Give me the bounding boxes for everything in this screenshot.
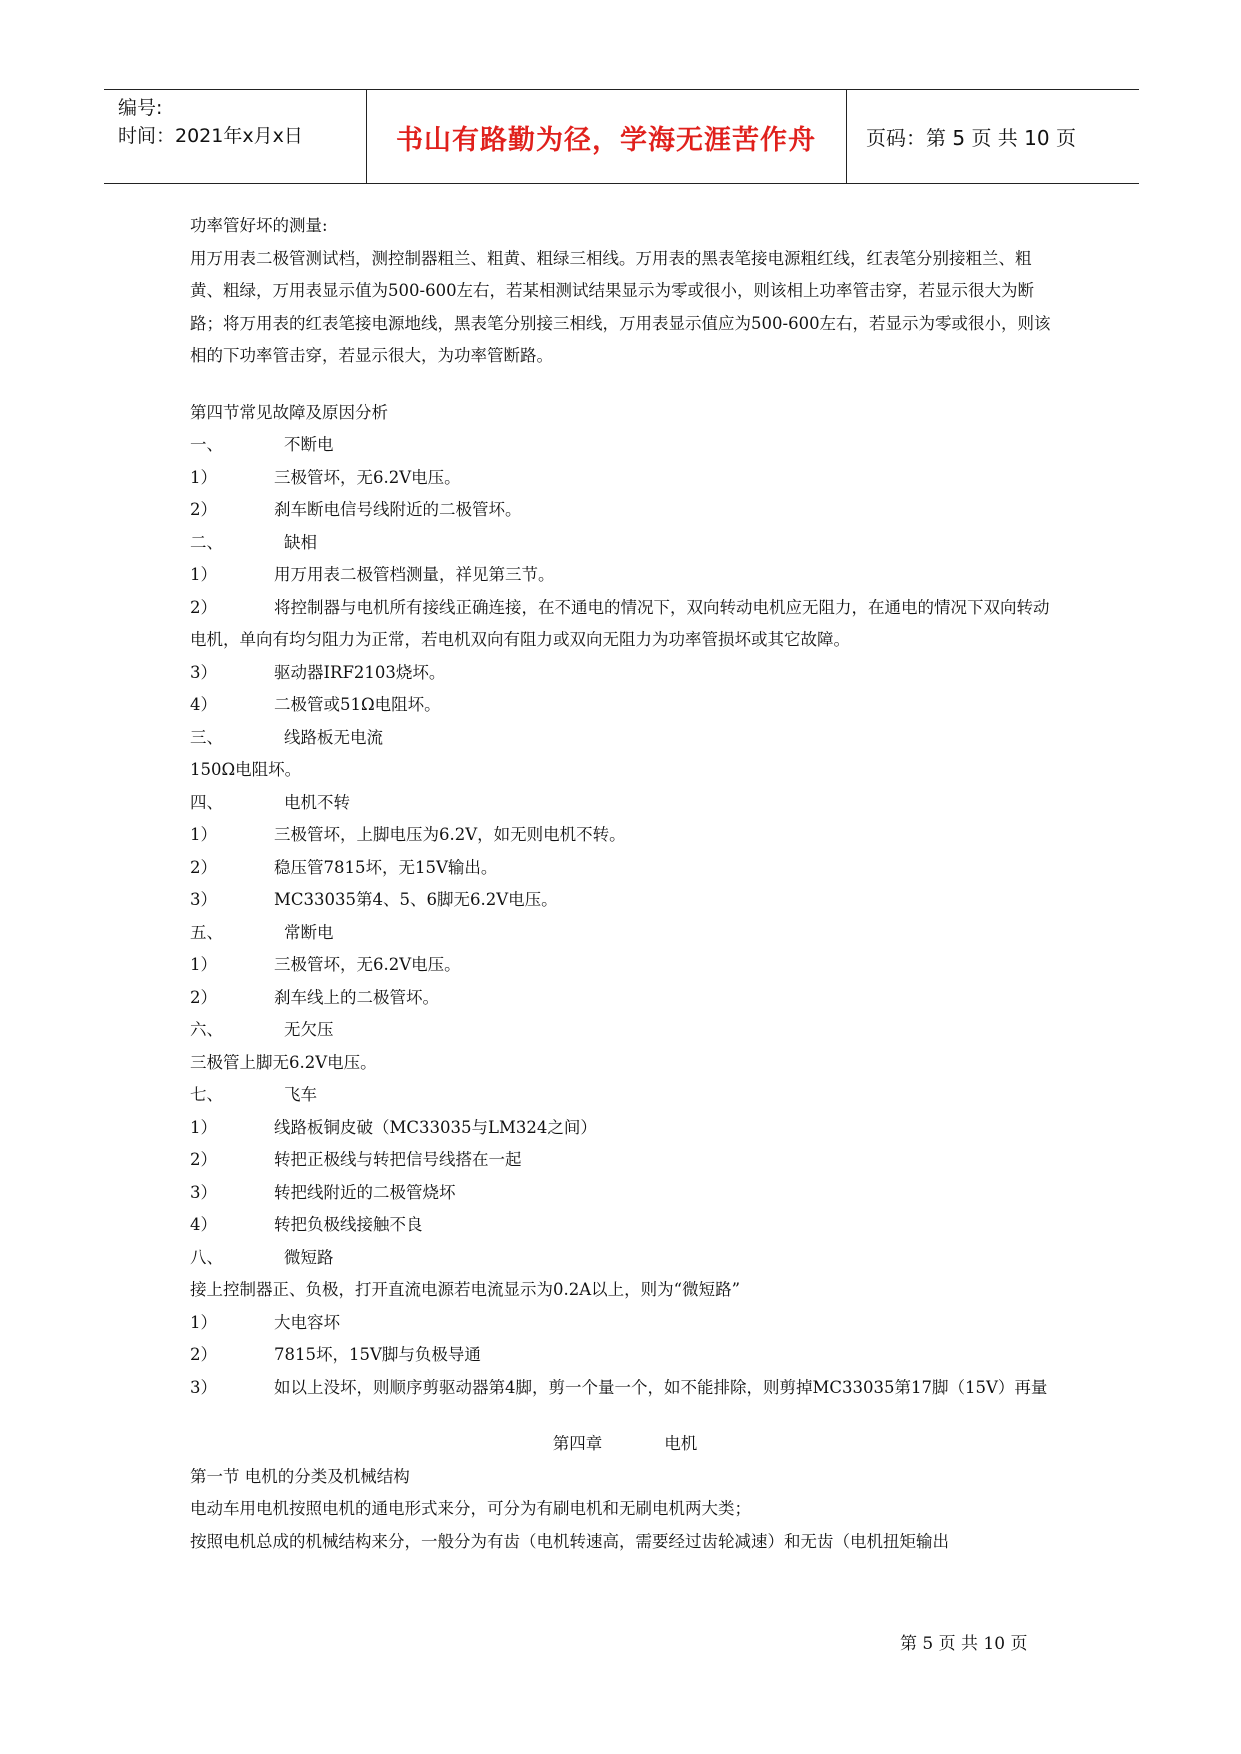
chapter-heading — [190, 1428, 1060, 1461]
fault-item-text: 驱动器IRF2103烧坏。 — [274, 662, 446, 682]
fault-item-number: 3） — [190, 1182, 217, 1202]
motor-text-2: 按照电机总成的机械结构来分，一般分为有齿（电机转速高，需要经过齿轮减速）和无齿（电机扭矩输出 — [190, 1531, 949, 1551]
fault-title: 飞车 — [284, 1085, 317, 1104]
fault-item-number: 1） — [190, 955, 217, 974]
fault-item-text: 转把正极线与转把信号线搭在一起 — [274, 1150, 522, 1169]
fault-item-number: 2） — [190, 597, 217, 617]
fault-heading — [190, 787, 1060, 820]
header-left — [118, 94, 303, 150]
page-footer: 第 5 页 共 10 页 — [900, 1634, 1028, 1654]
chapter-label: 第四章 — [552, 1434, 603, 1453]
fault-number: 五、 — [190, 922, 223, 942]
fault-number: 七、 — [190, 1085, 223, 1104]
fault-item-number: 1） — [190, 467, 217, 487]
fault-item — [190, 689, 1060, 722]
fault-item — [190, 592, 1060, 657]
fault-item-number: 1） — [190, 565, 217, 584]
fault-item-number: 3） — [190, 662, 217, 682]
fault-item-text: 线路板铜皮破（MC33035与LM324之间） — [274, 1117, 597, 1137]
fault-item — [190, 1144, 1060, 1177]
fault-item-text: 三极管坏，无6.2V电压。 — [274, 467, 461, 487]
measure-title: 功率管好坏的测量: — [190, 216, 328, 235]
fault-item-number: 1） — [190, 825, 217, 844]
fault-item-number: 1） — [190, 1117, 217, 1137]
document-body — [190, 210, 1060, 1558]
fault-item — [190, 819, 1060, 852]
serial-label: 编号: — [118, 97, 163, 119]
fault-heading — [190, 527, 1060, 560]
fault-number: 四、 — [190, 792, 223, 812]
fault-heading — [190, 1079, 1060, 1112]
fault-item-text: 7815坏，15V脚与负极导通 — [274, 1345, 481, 1364]
motor-text-1: 电动车用电机按照电机的通电形式来分，可分为有刷电机和无刷电机两大类； — [190, 1499, 751, 1518]
chapter-name: 电机 — [664, 1434, 698, 1453]
fault-item-number: 1） — [190, 1312, 217, 1332]
fault-item — [190, 949, 1060, 982]
fault-item — [190, 1177, 1060, 1210]
fault-description: 三极管上脚无6.2V电压。 — [190, 1052, 377, 1072]
fault-item-text: 将控制器与电机所有接线正确连接，在不通电的情况下，双向转动电机应无阻力，在通电的情况下双向转动电机，单向有均匀阻力为正常，若电机双向有阻力或双向无阻力为功率管损坏或其它故障。 — [190, 597, 1050, 649]
fault-item-text: 转把负极线接触不良 — [274, 1215, 423, 1234]
fault-item-text: 稳压管7815坏，无15V输出。 — [274, 857, 498, 877]
fault-item — [190, 1112, 1060, 1145]
fault-number: 一、 — [190, 435, 223, 454]
time-label: 时间：2021年x月x日 — [118, 125, 303, 147]
fault-item-number: 4） — [190, 695, 217, 714]
fault-item-text: 三极管坏，上脚电压为6.2V，如无则电机不转。 — [274, 825, 626, 844]
fault-item-text: 大电容坏 — [274, 1312, 340, 1332]
fault-heading — [190, 722, 1060, 755]
fault-title: 微短路 — [284, 1247, 334, 1267]
page-header — [104, 89, 1139, 184]
fault-item-text: 刹车断电信号线附近的二极管坏。 — [274, 500, 522, 519]
fault-item — [190, 657, 1060, 690]
fault-heading — [190, 429, 1060, 462]
section1-title: 第一节 电机的分类及机械结构 — [190, 1466, 410, 1486]
header-divider-right — [846, 90, 847, 183]
fault-title: 缺相 — [284, 532, 317, 552]
section4-title: 第四节常见故障及原因分析 — [190, 402, 388, 422]
fault-item-number: 2） — [190, 500, 217, 519]
fault-number: 三、 — [190, 727, 223, 747]
fault-item-text: 转把线附近的二极管烧坏 — [274, 1182, 456, 1202]
fault-heading — [190, 1242, 1060, 1275]
header-motto: 书山有路勤为径，学海无涯苦作舟 — [396, 125, 816, 156]
fault-item-number: 2） — [190, 1345, 217, 1364]
fault-description: 150Ω电阻坏。 — [190, 760, 302, 779]
fault-item — [190, 982, 1060, 1015]
fault-list — [190, 429, 1060, 1404]
paragraph-gap — [190, 1404, 1060, 1428]
fault-item — [190, 559, 1060, 592]
fault-title: 常断电 — [284, 922, 334, 942]
fault-heading — [190, 1014, 1060, 1047]
fault-item-number: 2） — [190, 857, 217, 877]
fault-item — [190, 494, 1060, 527]
fault-item-text: 用万用表二极管档测量，祥见第三节。 — [274, 565, 555, 584]
fault-number: 六、 — [190, 1020, 223, 1039]
fault-item — [190, 1209, 1060, 1242]
fault-item-number: 4） — [190, 1215, 217, 1234]
fault-description: 接上控制器正、负极，打开直流电源若电流显示为0.2A以上，则为“微短路” — [190, 1280, 741, 1299]
fault-item — [190, 1307, 1060, 1340]
fault-item — [190, 1372, 1060, 1405]
measure-text: 用万用表二极管测试档，测控制器粗兰、粗黄、粗绿三相线。万用表的黑表笔接电源粗红线，红表笔分别接粗兰、粗黄、粗绿，万用表显示值为500-600左右，若某相测试结果显示为零或很小，则该相上功率管击穿，若显示很大为断路；将万用表的红表笔接电源地线，黑表笔分别接三相线，万用表显示值应为500-600左右，若显示为零或很小，则该相的下功率管击穿，若显示很大，为功率管断路。 — [190, 248, 1051, 365]
fault-item-text: 二极管或51Ω电阻坏。 — [274, 695, 441, 714]
fault-item-text: 如以上没坏，则顺序剪驱动器第4脚，剪一个量一个，如不能排除，则剪掉MC33035第17脚（15V）再量 — [274, 1377, 1048, 1397]
fault-item-text: 三极管坏，无6.2V电压。 — [274, 955, 461, 974]
fault-item-number: 2） — [190, 987, 217, 1007]
header-page-label: 页码：第 5 页 共 10 页 — [866, 126, 1076, 150]
fault-number: 二、 — [190, 532, 223, 552]
fault-item-text: MC33035第4、5、6脚无6.2V电压。 — [274, 890, 558, 909]
fault-item — [190, 1339, 1060, 1372]
paragraph-gap — [190, 373, 1060, 397]
fault-item — [190, 884, 1060, 917]
fault-item-number: 3） — [190, 890, 217, 909]
fault-item-text: 刹车线上的二极管坏。 — [274, 987, 439, 1007]
fault-title: 不断电 — [284, 435, 334, 454]
fault-title: 电机不转 — [284, 792, 350, 812]
fault-item-number: 2） — [190, 1150, 217, 1169]
fault-title: 线路板无电流 — [284, 727, 383, 747]
fault-item — [190, 852, 1060, 885]
fault-title: 无欠压 — [284, 1020, 334, 1039]
fault-heading — [190, 917, 1060, 950]
fault-number: 八、 — [190, 1247, 223, 1267]
fault-item — [190, 462, 1060, 495]
fault-item-number: 3） — [190, 1377, 217, 1397]
